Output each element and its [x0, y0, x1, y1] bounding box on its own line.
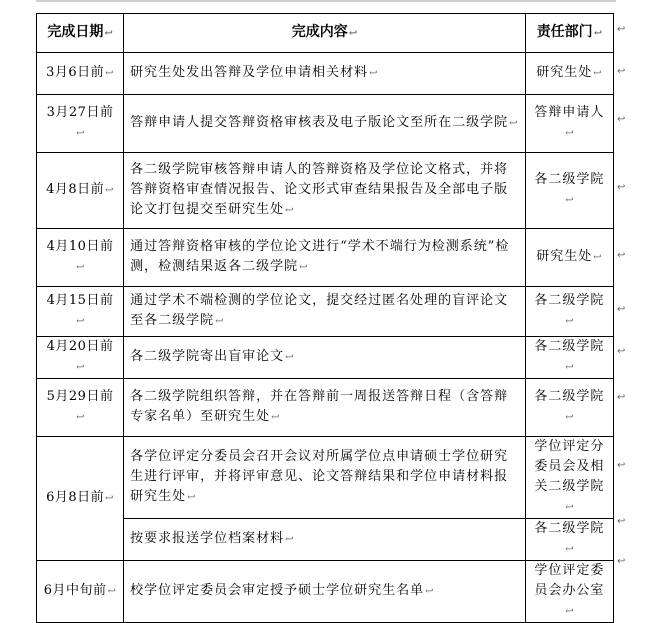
row-end-mark: ↩: [617, 182, 626, 193]
cell-end-mark: ↩: [565, 412, 575, 423]
content-cell: 各二级学院寄出盲审论文↩: [124, 337, 526, 379]
row-end-mark: ↩: [617, 516, 626, 527]
cell-end-mark: ↩: [509, 118, 519, 129]
cell-end-mark: ↩: [105, 185, 115, 196]
cell-end-mark: ↩: [76, 262, 85, 273]
table-row: [37, 287, 614, 337]
cell-end-mark: ↩: [565, 362, 575, 373]
table-row: [37, 379, 614, 437]
cell-end-mark: ↩: [285, 205, 295, 216]
row-end-mark: ↩: [617, 460, 626, 471]
cell-end-mark: ↩: [76, 128, 85, 139]
cell-end-mark: ↩: [271, 412, 281, 423]
row-end-mark: ↩: [617, 250, 626, 261]
dept-cell: 研究生处↩: [525, 229, 613, 287]
table-row: [37, 153, 614, 229]
cell-end-mark: ↩: [76, 316, 85, 327]
cell-end-mark: ↩: [565, 195, 575, 206]
date-cell: 5月29日前↩: [37, 379, 124, 437]
cell-end-mark: ↩: [565, 502, 575, 513]
content-cell: 通过学术不端检测的学位论文，提交经过匿名处理的盲评论文至各二级学院↩: [124, 287, 526, 337]
table-row: [37, 437, 614, 519]
table-header-row: [37, 14, 614, 53]
dept-cell: 答辩申请人↩: [525, 95, 613, 153]
row-end-mark: ↩: [617, 392, 626, 403]
cell-end-mark: ↩: [215, 316, 225, 327]
dept-cell: 各二级学院↩: [525, 337, 613, 379]
dept-cell: 各二级学院↩: [525, 379, 613, 437]
cell-end-mark: ↩: [565, 544, 575, 555]
cell-end-mark: ↩: [76, 362, 85, 373]
header-date: 完成日期↩: [37, 14, 124, 53]
table-row: [37, 561, 614, 623]
row-end-mark: ↩: [617, 24, 626, 35]
date-cell: 3月27日前↩: [37, 95, 124, 153]
cell-end-mark: ↩: [104, 28, 113, 39]
content-cell: 答辩申请人提交答辩资格审核表及电子版论文至所在二级学院↩: [124, 95, 526, 153]
row-end-mark: ↩: [617, 304, 626, 315]
content-cell: 各学位评定分委员会召开会议对所属学位点申请硕士学位研究生进行评审，并将评审意见、论文答辩结果和学位申请材料报研究生处↩: [124, 437, 526, 519]
date-cell: 3月6日前↩: [37, 53, 124, 95]
content-cell: 各二级学院审核答辩申请人的答辩资格及学位论文格式，并将答辩资格审查情况报告、论文形式审查结果报告及全部电子版论文打包提交至研究生处↩: [124, 153, 526, 229]
content-cell: 按要求报送学位档案材料↩: [124, 519, 526, 561]
cell-end-mark: ↩: [593, 28, 603, 39]
cell-end-mark: ↩: [105, 493, 115, 504]
table-row: [37, 519, 614, 561]
date-cell: 4月15日前↩: [37, 287, 124, 337]
cell-end-mark: ↩: [76, 412, 85, 423]
cell-end-mark: ↩: [593, 252, 603, 263]
row-end-mark: ↩: [617, 114, 626, 125]
cell-end-mark: ↩: [187, 492, 197, 503]
dept-cell: 各二级学院↩: [525, 519, 613, 561]
date-cell: 4月10日前↩: [37, 229, 124, 287]
row-end-mark: ↩: [617, 556, 626, 567]
date-cell: 4月8日前↩: [37, 153, 124, 229]
table-row: [37, 53, 614, 95]
cell-end-mark: ↩: [593, 68, 603, 79]
schedule-table: [36, 13, 614, 623]
date-cell: 6月8日前↩: [37, 437, 124, 561]
cell-end-mark: ↩: [285, 352, 295, 363]
cell-end-mark: ↩: [348, 28, 358, 39]
row-end-mark: ↩: [617, 66, 626, 77]
content-cell: 通过答辩资格审核的学位论文进行“学术不端行为检测系统”检测，检测结果返各二级学院↩: [124, 229, 526, 287]
content-cell: 研究生处发出答辩及学位申请相关材料↩: [124, 53, 526, 95]
content-cell: 各二级学院组织答辩，并在答辩前一周报送答辩日程（含答辩专家名单）至研究生处↩: [124, 379, 526, 437]
content-cell: 校学位评定委员会审定授予硕士学位研究生名单↩: [124, 561, 526, 623]
table-row: [37, 337, 614, 379]
dept-cell: 学位评定委员会办公室↩: [525, 561, 613, 623]
cell-end-mark: ↩: [565, 316, 575, 327]
cell-end-mark: ↩: [565, 128, 575, 139]
dept-cell: 学位评定分委员会及相关二级学院↩: [525, 437, 613, 519]
table-row: [37, 229, 614, 287]
cell-end-mark: ↩: [565, 606, 575, 617]
date-cell: 4月20日前↩: [37, 337, 124, 379]
dept-cell: 各二级学院↩: [525, 287, 613, 337]
cell-end-mark: ↩: [425, 586, 435, 597]
header-dept: 责任部门↩: [525, 14, 613, 53]
cell-end-mark: ↩: [369, 68, 379, 79]
cell-end-mark: ↩: [107, 586, 117, 597]
cell-end-mark: ↩: [285, 534, 295, 545]
date-cell: 6月中旬前↩: [37, 561, 124, 623]
top-rule: [36, 0, 616, 2]
dept-cell: 研究生处↩: [525, 53, 613, 95]
header-content: 完成内容↩: [124, 14, 526, 53]
row-end-mark: ↩: [617, 346, 626, 357]
cell-end-mark: ↩: [299, 262, 309, 273]
cell-end-mark: ↩: [105, 68, 115, 79]
dept-cell: 各二级学院↩: [525, 153, 613, 229]
table-row: [37, 95, 614, 153]
